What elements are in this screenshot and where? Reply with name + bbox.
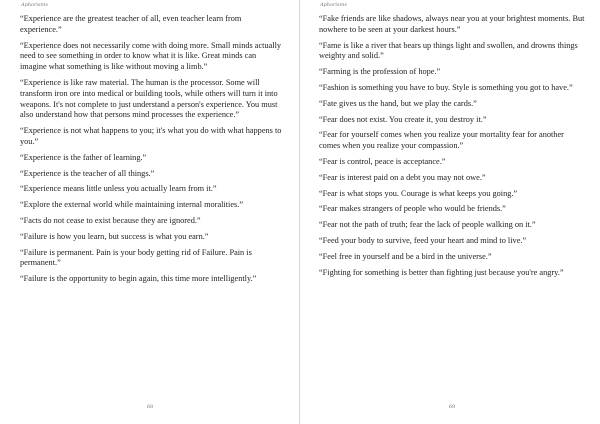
quote: “Fear for yourself comes when you realize your mortality fear for another comes when you realize your compassion.” bbox=[319, 130, 564, 151]
page-number: 69 bbox=[448, 404, 456, 410]
quote: “Failure is the opportunity to begin again, this time more intelligently.” bbox=[20, 274, 257, 284]
quote: “Facts do not cease to exist because they are ignored.” bbox=[20, 215, 201, 225]
quote: “Experience is not what happens to you; it's what you do with what happens to you.” bbox=[20, 126, 282, 146]
quote-list bbox=[319, 14, 585, 283]
quote: “Experience is the teacher of all things.” bbox=[20, 168, 155, 178]
quote: “Experience does not necessarily come with doing more. Small minds actually need to see something in order to know what it is like. Great minds can imagine what something is like without moving a limb.” bbox=[20, 40, 282, 72]
quote: “Fate gives us the hand, but we play the cards.” bbox=[319, 98, 477, 108]
quote: “Fake friends are like shadows, always near you at your brightest moments. But nowhere to be seen at your darkest hours.” bbox=[319, 14, 585, 34]
quote: “Feed your body to survive, feed your heart and mind to live.” bbox=[319, 235, 527, 245]
running-head: Aphorisms bbox=[21, 2, 48, 8]
quote: “Fighting for something is better than fighting just because you're angry.” bbox=[319, 267, 564, 277]
quote: “Experience is like raw material. The human is the processor. Some will transform iron ore into medical or building tools, while others will turn it into weapons. It's not complete to just understand a person's experience. You must also understand how that persons mind processes the experience.” bbox=[20, 77, 278, 120]
quote: “Experience is the father of learning.” bbox=[20, 152, 147, 162]
page-number: 68 bbox=[146, 404, 154, 410]
quote: “Feel free in yourself and be a bird in the universe.” bbox=[319, 251, 492, 261]
quote: “Farming is the profession of hope.” bbox=[319, 67, 441, 77]
quote: “Failure is permanent. Pain is your body getting rid of Failure. Pain is permanent.” bbox=[20, 247, 252, 268]
quote: “Experience are the greatest teacher of all, even teacher learn from experience.” bbox=[20, 14, 242, 34]
quote: “Explore the external world while maintaining internal moralities.” bbox=[20, 200, 244, 210]
running-head: Aphorisms bbox=[320, 2, 347, 8]
quote: “Fear makes strangers of people who would be friends.” bbox=[319, 204, 506, 214]
quote: “Fame is like a river that bears up things light and swollen, and drowns things weighty and solid.” bbox=[319, 40, 578, 61]
quote-list bbox=[20, 14, 284, 290]
quote: “Fear is what stops you. Courage is what keeps you going.” bbox=[319, 188, 518, 198]
quote: “Experience means little unless you actually learn from it.” bbox=[20, 184, 217, 194]
right-page bbox=[300, 0, 600, 424]
quote: “Fear not the path of truth; fear the lack of people walking on it.” bbox=[319, 220, 536, 230]
quote: “Fashion is something you have to buy. Style is something you got to have.” bbox=[319, 82, 573, 92]
quote: “Failure is how you learn, but success is what you earn.” bbox=[20, 231, 209, 241]
quote: “Fear is control, peace is acceptance.” bbox=[319, 156, 446, 166]
quote: “Fear does not exist. You create it, you destroy it.” bbox=[319, 114, 487, 124]
quote: “Fear is interest paid on a debt you may not owe.” bbox=[319, 172, 486, 182]
